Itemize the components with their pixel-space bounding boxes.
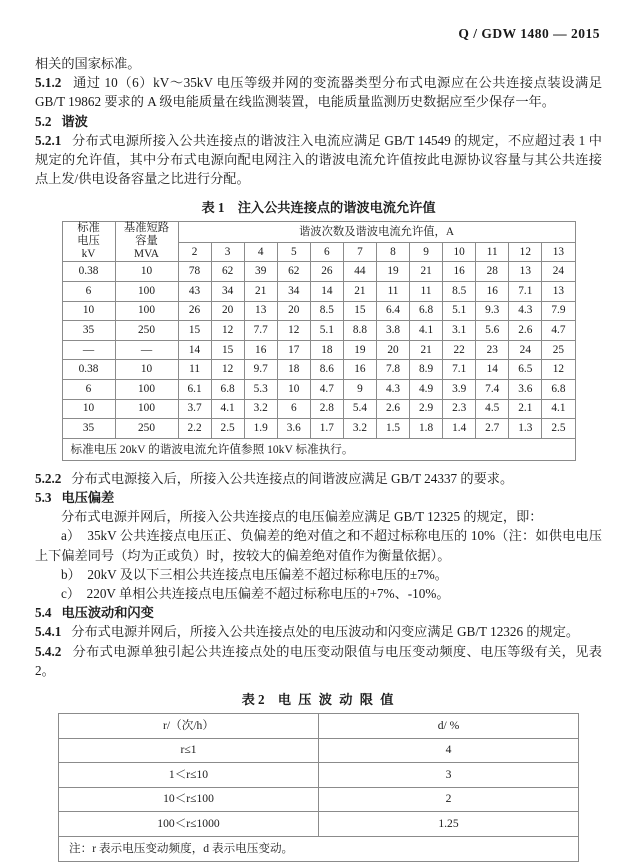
- section-body-5-1-2: 通过 10（6）kV～35kV 电压等级并网的变流器类型分布式电源应在公共连接点装设满足 GB/T 19862 要求的 A 级电能质量在线监测装置，电能质量监测历史数据应至少保存一年。: [35, 75, 603, 110]
- table1-lower-header-capacity: —: [115, 340, 178, 360]
- paragraph-5-4-1: [35, 622, 602, 641]
- table1-order-19: 19: [343, 340, 376, 360]
- table2-header-frequency: r/（次/h）: [59, 714, 319, 739]
- section-body-5-2-2: 分布式电源接入后，所接入公共连接点的间谐波应满足 GB/T 24337 的要求。: [71, 470, 514, 486]
- table2-caption-title: 电 压 波 动 限 值: [277, 692, 396, 707]
- table1-lrow2-capacity: 100: [115, 399, 178, 419]
- table1-row0-v6: 19: [376, 262, 409, 282]
- table1-row2-voltage: 10: [62, 301, 115, 321]
- table1-row3-capacity: 250: [115, 321, 178, 341]
- table1-row1-v7: 11: [410, 282, 443, 302]
- table1-caption: [35, 197, 602, 216]
- table1-lrow3-v3: 3.6: [277, 419, 310, 439]
- table1-lrow0-v7: 8.9: [410, 360, 443, 380]
- table2-row2-limit: 2: [319, 787, 579, 812]
- table1-row3-v2: 7.7: [244, 321, 277, 341]
- list-item-c: [35, 584, 602, 603]
- table1-order-18: 18: [310, 340, 343, 360]
- table1-header-voltage-l3: kV: [81, 248, 96, 261]
- table1-row3-v9: 5.6: [476, 321, 509, 341]
- table-row: [62, 399, 575, 419]
- table1-lower-header-voltage: —: [62, 340, 115, 360]
- section-number-5-4-2: 5.4.2: [35, 643, 62, 659]
- table1-header-group: 谐波次数及谐波电流允许值，A: [178, 222, 575, 242]
- table1-lrow2-v1: 4.1: [211, 399, 244, 419]
- table1-row0-v11: 24: [542, 262, 575, 282]
- heading-title-5-4: 电压波动和闪变: [61, 605, 154, 621]
- section-number-5-4-1: 5.4.1: [35, 624, 62, 640]
- table1-lrow3-v9: 2.7: [476, 419, 509, 439]
- table1-row3-v8: 3.1: [443, 321, 476, 341]
- table1-lrow0-v9: 14: [476, 360, 509, 380]
- table1-row2-v5: 15: [343, 301, 376, 321]
- table1-order-25: 25: [542, 340, 575, 360]
- table1-row1-v1: 34: [211, 282, 244, 302]
- table1-row2-v10: 4.3: [509, 301, 542, 321]
- table1-lrow3-v2: 1.9: [244, 419, 277, 439]
- table1-order-5: 5: [277, 242, 310, 262]
- list-item-b: [35, 565, 602, 584]
- table1-header-capacity-l1: 基准短路: [123, 222, 170, 235]
- document-header: Q / GDW 1480 — 2015: [458, 26, 600, 41]
- table1-order-13: 13: [542, 242, 575, 262]
- table2-body: [59, 714, 579, 862]
- table1-lrow0-v8: 7.1: [443, 360, 476, 380]
- table1-header-capacity-l2: 容量: [135, 235, 158, 248]
- table1-row1-voltage: 6: [62, 282, 115, 302]
- table1-header-row-orders-lower: [62, 340, 575, 360]
- harmonic-current-limits-table: [62, 221, 576, 460]
- table1-row0-v3: 62: [277, 262, 310, 282]
- table1-row1-v0: 43: [178, 282, 211, 302]
- table1-row1-v5: 21: [343, 282, 376, 302]
- table1-row1-v4: 14: [310, 282, 343, 302]
- table2-header-limit: d/ %: [319, 714, 579, 739]
- table2-row1-range: 1＜r≤10: [59, 763, 319, 788]
- table1-row3-v10: 2.6: [509, 321, 542, 341]
- table1-order-9: 9: [410, 242, 443, 262]
- table1-lrow0-voltage: 0.38: [62, 360, 115, 380]
- table1-row3-v1: 12: [211, 321, 244, 341]
- table1-lrow0-v0: 11: [178, 360, 211, 380]
- table1-order-4: 4: [244, 242, 277, 262]
- table-row: [62, 419, 575, 439]
- table1-header-capacity-l3: MVA: [134, 248, 159, 261]
- table2-row1-limit: 3: [319, 763, 579, 788]
- table2-caption-label: 表 2: [241, 692, 265, 707]
- table-row: [59, 763, 579, 788]
- table1-lrow3-voltage: 35: [62, 419, 115, 439]
- table1-row0-v8: 16: [443, 262, 476, 282]
- section-number-5-1-2: 5.1.2: [35, 75, 62, 91]
- paragraph-5-3-intro: 分布式电源并网后，所接入公共连接点的电压偏差应满足 GB/T 12325 的规定，即：: [61, 509, 543, 525]
- table1-lrow2-v7: 2.9: [410, 399, 443, 419]
- heading-5-2: [35, 112, 602, 131]
- list-item-c-label: c）: [61, 585, 81, 601]
- table1-order-3: 3: [211, 242, 244, 262]
- table1-row0-v0: 78: [178, 262, 211, 282]
- heading-number-5-3: 5.3: [35, 489, 52, 505]
- table1-row3-voltage: 35: [62, 321, 115, 341]
- table1-order-7: 7: [343, 242, 376, 262]
- table2-row3-range: 100＜r≤1000: [59, 812, 319, 837]
- table1-caption-label: 表 1: [201, 200, 225, 216]
- table1-header-voltage: [62, 222, 115, 262]
- table1-lrow3-capacity: 250: [115, 419, 178, 439]
- table1-header-capacity: [115, 222, 178, 262]
- table1-order-17: 17: [277, 340, 310, 360]
- table1-row0-v7: 21: [410, 262, 443, 282]
- table1-row2-v11: 7.9: [542, 301, 575, 321]
- table1-row1-v11: 13: [542, 282, 575, 302]
- table1-note-row: [62, 438, 575, 460]
- table2-row2-range: 10＜r≤100: [59, 787, 319, 812]
- table2-note-row: [59, 836, 579, 861]
- table1-lrow1-v2: 5.3: [244, 379, 277, 399]
- table1-row3-v7: 4.1: [410, 321, 443, 341]
- table1-lrow1-v10: 3.6: [509, 379, 542, 399]
- table1-lrow1-capacity: 100: [115, 379, 178, 399]
- table1-lrow2-v3: 6: [277, 399, 310, 419]
- table2-caption: [35, 689, 602, 708]
- section-number-5-2-1: 5.2.1: [35, 132, 62, 148]
- heading-5-4: [35, 603, 602, 622]
- table1-row2-capacity: 100: [115, 301, 178, 321]
- section-body-5-4-1: 分布式电源并网后，所接入公共连接点处的电压波动和闪变应满足 GB/T 12326 的规定。: [71, 624, 580, 640]
- table1-row0-v9: 28: [476, 262, 509, 282]
- table1-row0-v2: 39: [244, 262, 277, 282]
- table1-row1-v9: 16: [476, 282, 509, 302]
- table1-lrow0-v6: 7.8: [376, 360, 409, 380]
- table1-order-15: 15: [211, 340, 244, 360]
- table1-row2-v9: 9.3: [476, 301, 509, 321]
- table1-lrow1-v0: 6.1: [178, 379, 211, 399]
- table1-row3-v11: 4.7: [542, 321, 575, 341]
- table1-row2-v3: 20: [277, 301, 310, 321]
- table2-row0-range: r≤1: [59, 738, 319, 763]
- table1-lrow0-v10: 6.5: [509, 360, 542, 380]
- table1-row0-capacity: 10: [115, 262, 178, 282]
- paragraph-5-2-2: [35, 469, 602, 488]
- table1-row3-v3: 12: [277, 321, 310, 341]
- table1-lrow1-v7: 4.9: [410, 379, 443, 399]
- table1-row3-v4: 5.1: [310, 321, 343, 341]
- table1-lrow2-voltage: 10: [62, 399, 115, 419]
- table1-row0-v1: 62: [211, 262, 244, 282]
- table-row: [59, 738, 579, 763]
- table1-row0-voltage: 0.38: [62, 262, 115, 282]
- table1-lrow1-v9: 7.4: [476, 379, 509, 399]
- table-row: [62, 321, 575, 341]
- table1-order-2: 2: [178, 242, 211, 262]
- table1-header-voltage-l1: 标准: [77, 222, 100, 235]
- paragraph-5-4-2: [35, 642, 602, 680]
- section-number-5-2-2: 5.2.2: [35, 470, 62, 486]
- table1-header-voltage-l2: 电压: [77, 235, 100, 248]
- table2-row3-limit: 1.25: [319, 812, 579, 837]
- table-row: [62, 301, 575, 321]
- list-item-b-label: b）: [61, 566, 81, 582]
- table1-order-16: 16: [244, 340, 277, 360]
- table1-row1-v2: 21: [244, 282, 277, 302]
- table1-lrow3-v11: 2.5: [542, 419, 575, 439]
- table1-lrow2-v2: 3.2: [244, 399, 277, 419]
- section-body-5-4-2: 分布式电源单独引起公共连接点处的电压变动限值与电压变动频度、电压等级有关，见表 2。: [35, 643, 602, 678]
- table1-order-24: 24: [509, 340, 542, 360]
- table1-row3-v6: 3.8: [376, 321, 409, 341]
- table1-body: [62, 222, 575, 460]
- table1-order-8: 8: [376, 242, 409, 262]
- table-row: [62, 282, 575, 302]
- table1-lrow1-v3: 10: [277, 379, 310, 399]
- table1-order-6: 6: [310, 242, 343, 262]
- table1-lrow2-v0: 3.7: [178, 399, 211, 419]
- table1-row2-v1: 20: [211, 301, 244, 321]
- table1-row1-v8: 8.5: [443, 282, 476, 302]
- table1-lrow3-v0: 2.2: [178, 419, 211, 439]
- table1-lrow1-v11: 6.8: [542, 379, 575, 399]
- paragraph-5-1-2: [35, 73, 602, 111]
- table1-row0-v4: 26: [310, 262, 343, 282]
- table1-lrow0-v5: 16: [343, 360, 376, 380]
- heading-number-5-4: 5.4: [35, 605, 52, 621]
- heading-number-5-2: 5.2: [35, 113, 52, 129]
- table-row: [59, 812, 579, 837]
- table1-lrow2-v10: 2.1: [509, 399, 542, 419]
- table1-lrow2-v8: 2.3: [443, 399, 476, 419]
- table1-lrow1-v8: 3.9: [443, 379, 476, 399]
- table1-lrow2-v9: 4.5: [476, 399, 509, 419]
- table1-row2-v2: 13: [244, 301, 277, 321]
- table1-lrow3-v10: 1.3: [509, 419, 542, 439]
- table1-row2-v7: 6.8: [410, 301, 443, 321]
- table1-lrow0-v3: 18: [277, 360, 310, 380]
- table1-order-22: 22: [443, 340, 476, 360]
- table2-row0-limit: 4: [319, 738, 579, 763]
- list-item-b-text: 20kV 及以下三相公共连接点电压偏差不超过标称电压的±7%。: [87, 566, 448, 582]
- table1-lrow2-v11: 4.1: [542, 399, 575, 419]
- table1-lrow3-v1: 2.5: [211, 419, 244, 439]
- table1-row1-capacity: 100: [115, 282, 178, 302]
- table1-row1-v3: 34: [277, 282, 310, 302]
- table1-lrow2-v4: 2.8: [310, 399, 343, 419]
- heading-5-3: [35, 488, 602, 507]
- table1-lrow0-capacity: 10: [115, 360, 178, 380]
- table1-lrow2-v6: 2.6: [376, 399, 409, 419]
- table1-row2-v8: 5.1: [443, 301, 476, 321]
- table1-lrow2-v5: 5.4: [343, 399, 376, 419]
- table1-lrow3-v6: 1.5: [376, 419, 409, 439]
- table1-lrow0-v1: 12: [211, 360, 244, 380]
- table1-row3-v0: 15: [178, 321, 211, 341]
- table1-order-23: 23: [476, 340, 509, 360]
- table1-lrow0-v4: 8.6: [310, 360, 343, 380]
- table1-row2-v0: 26: [178, 301, 211, 321]
- table1-caption-title: 注入公共连接点的谐波电流允许值: [237, 200, 436, 216]
- table1-row3-v5: 8.8: [343, 321, 376, 341]
- table-row: [62, 360, 575, 380]
- table1-order-11: 11: [476, 242, 509, 262]
- list-item-c-text: 220V 单相公共连接点电压偏差不超过标称电压的+7%、-10%。: [86, 585, 450, 601]
- table1-lrow3-v5: 3.2: [343, 419, 376, 439]
- table1-lrow0-v11: 12: [542, 360, 575, 380]
- table1-lrow0-v2: 9.7: [244, 360, 277, 380]
- table1-lrow1-v5: 9: [343, 379, 376, 399]
- paragraph-5-2-1: [35, 131, 602, 189]
- table2-header-row: [59, 714, 579, 739]
- table1-order-10: 10: [443, 242, 476, 262]
- table1-lrow1-v6: 4.3: [376, 379, 409, 399]
- table1-lrow1-voltage: 6: [62, 379, 115, 399]
- voltage-fluctuation-limits-table: [58, 713, 579, 862]
- table1-lrow1-v1: 6.8: [211, 379, 244, 399]
- heading-title-5-3: 电压偏差: [61, 489, 115, 505]
- table1-order-20: 20: [376, 340, 409, 360]
- table1-header-row-group: [62, 222, 575, 242]
- heading-title-5-2: 谐波: [61, 113, 88, 129]
- table-row: [62, 262, 575, 282]
- table1-order-21: 21: [410, 340, 443, 360]
- table1-order-14: 14: [178, 340, 211, 360]
- table1-lrow3-v4: 1.7: [310, 419, 343, 439]
- table1-row1-v10: 7.1: [509, 282, 542, 302]
- paragraph-continuation: 相关的国家标准。: [35, 56, 141, 71]
- list-item-a: [35, 526, 602, 564]
- table-row: [59, 787, 579, 812]
- table1-row0-v5: 44: [343, 262, 376, 282]
- table1-note: 标准电压 20kV 的谐波电流允许值参照 10kV 标准执行。: [62, 438, 575, 460]
- list-item-a-label: a）: [61, 528, 81, 544]
- table1-row1-v6: 11: [376, 282, 409, 302]
- table1-lrow1-v4: 4.7: [310, 379, 343, 399]
- table-row: [62, 379, 575, 399]
- list-item-a-text: 35kV 公共连接点电压正、负偏差的绝对值之和不超过标称电压的 10%（注：如供电电压上下偏差同号（均为正或负）时，按较大的偏差绝对值作为衡量依据）。: [35, 528, 602, 563]
- table1-lrow3-v7: 1.8: [410, 419, 443, 439]
- table2-note: 注：r 表示电压变动频度，d 表示电压变动。: [59, 836, 579, 861]
- table1-lrow3-v8: 1.4: [443, 419, 476, 439]
- table1-order-12: 12: [509, 242, 542, 262]
- table1-row2-v4: 8.5: [310, 301, 343, 321]
- table1-row2-v6: 6.4: [376, 301, 409, 321]
- section-body-5-2-1: 分布式电源所接入公共连接点的谐波注入电流应满足 GB/T 14549 的规定，不应超过表 1 中规定的允许值，其中分布式电源向配电网注入的谐波电流允许值按此电源协议容量与其公共连接点上发/供电设备容量之比进行分配。: [35, 132, 602, 187]
- table1-row0-v10: 13: [509, 262, 542, 282]
